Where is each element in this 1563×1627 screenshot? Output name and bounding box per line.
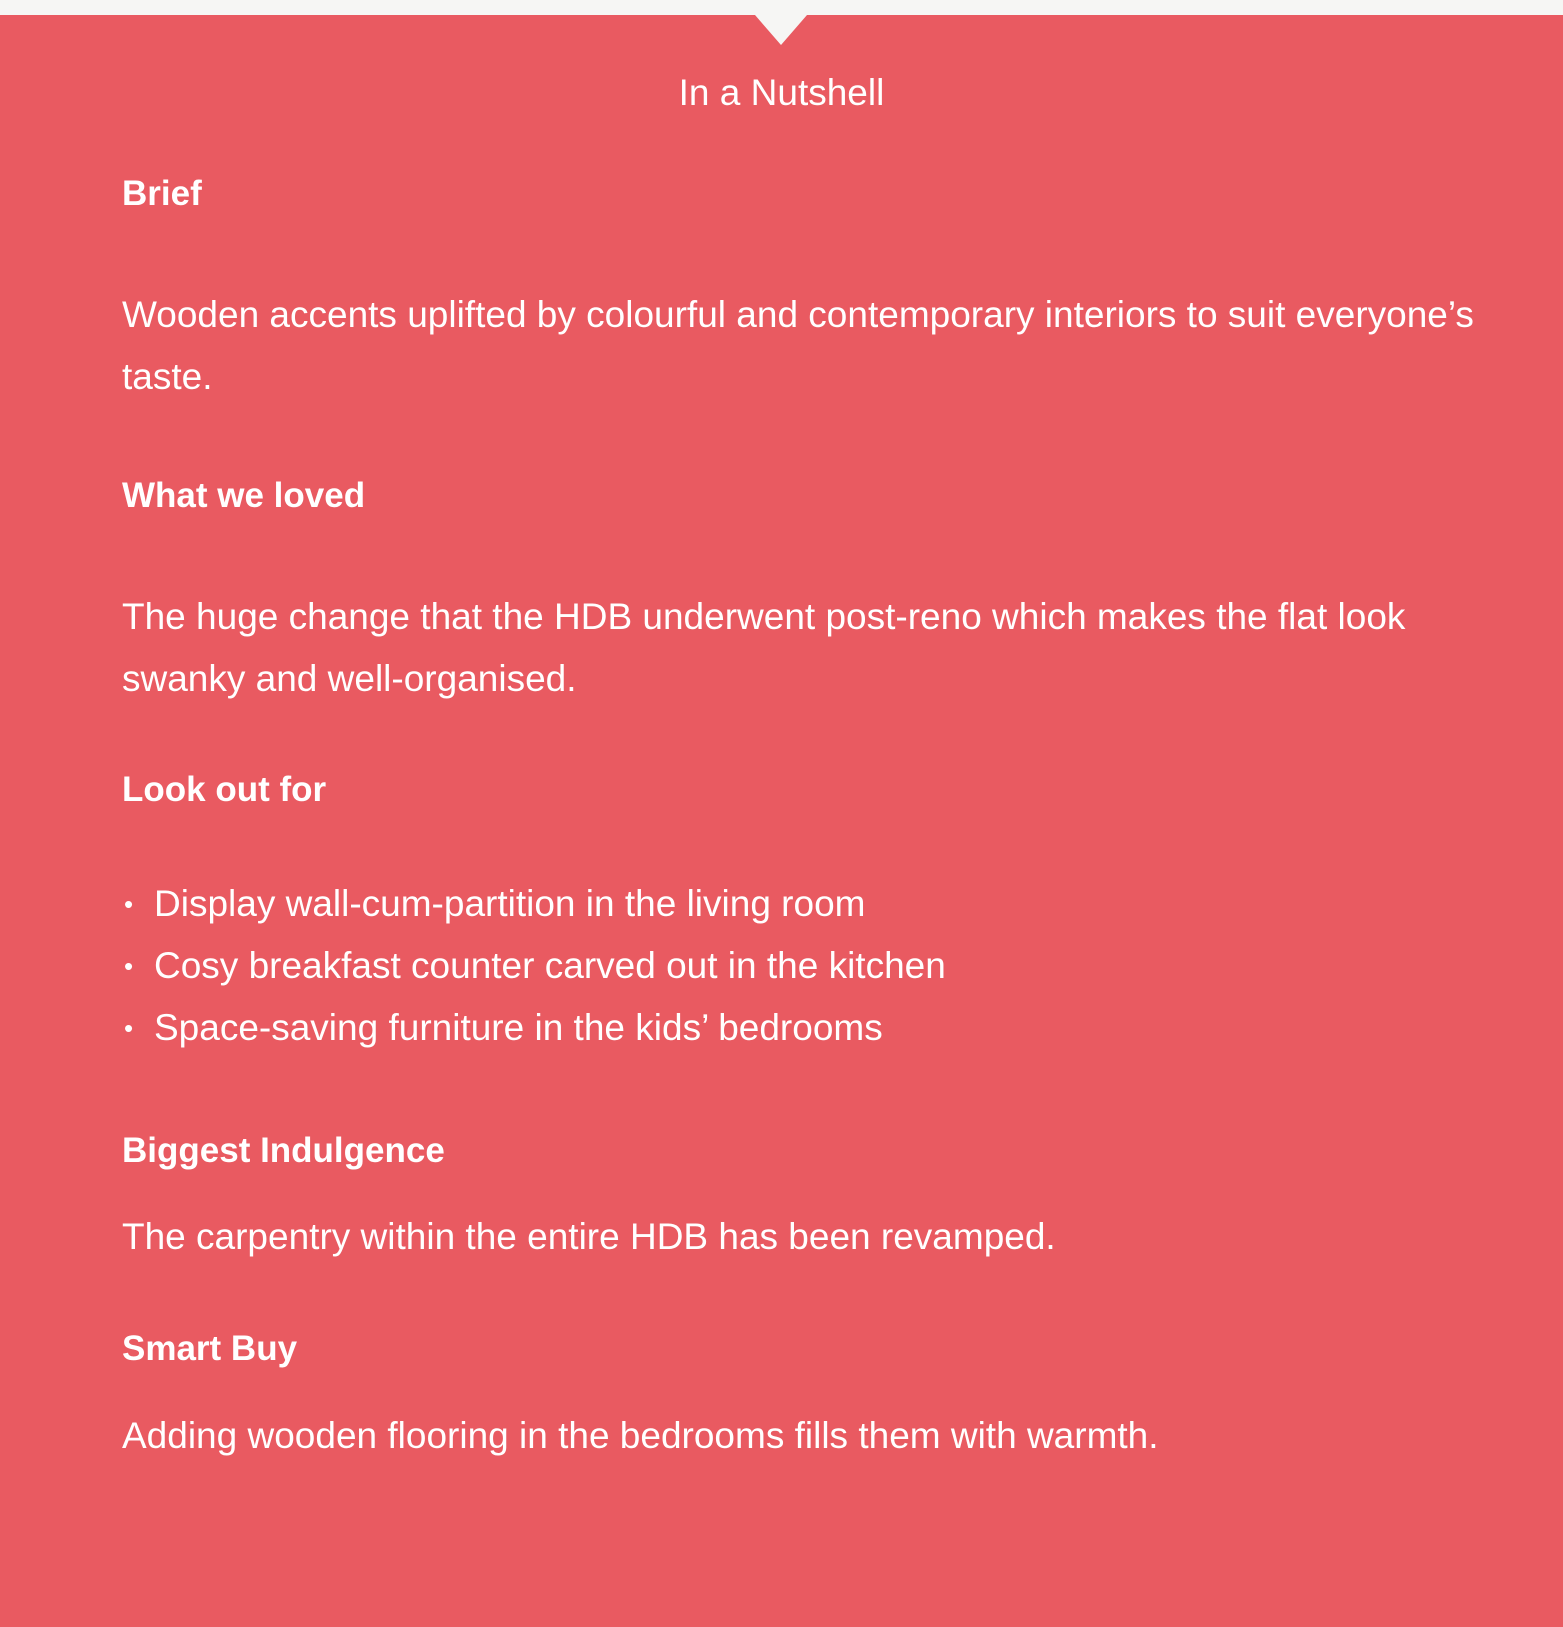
- list-item: [122, 997, 946, 1059]
- list-item-text: Display wall-cum-partition in the living room: [154, 883, 866, 924]
- list-item-text: Space-saving furniture in the kids’ bedrooms: [154, 1007, 883, 1048]
- bullet-dot: •: [124, 889, 134, 919]
- lookout-list: [122, 873, 946, 1059]
- section-title: In a Nutshell: [678, 72, 885, 113]
- loved-heading: What we loved: [122, 476, 366, 515]
- bullet-dot: •: [124, 1013, 134, 1043]
- loved-text: The huge change that the HDB underwent post-reno which makes the flat look swanky and well-organised.: [122, 596, 1406, 699]
- list-item: [122, 873, 946, 935]
- pointer-notch: [755, 15, 807, 45]
- list-item-text: Cosy breakfast counter carved out in the kitchen: [154, 945, 946, 986]
- brief-text: Wooden accents uplifted by colourful and contemporary interiors to suit everyone’s taste.: [122, 294, 1474, 397]
- smartbuy-heading: Smart Buy: [122, 1329, 298, 1368]
- top-divider-strip: [0, 0, 1563, 15]
- lookout-heading: Look out for: [122, 770, 327, 809]
- smartbuy-text: Adding wooden flooring in the bedrooms fills them with warmth.: [122, 1415, 1159, 1456]
- brief-heading: Brief: [122, 174, 202, 213]
- bullet-dot: •: [124, 951, 134, 981]
- indulgence-text: The carpentry within the entire HDB has been revamped.: [122, 1216, 1056, 1257]
- list-item: [122, 935, 946, 997]
- indulgence-heading: Biggest Indulgence: [122, 1131, 445, 1170]
